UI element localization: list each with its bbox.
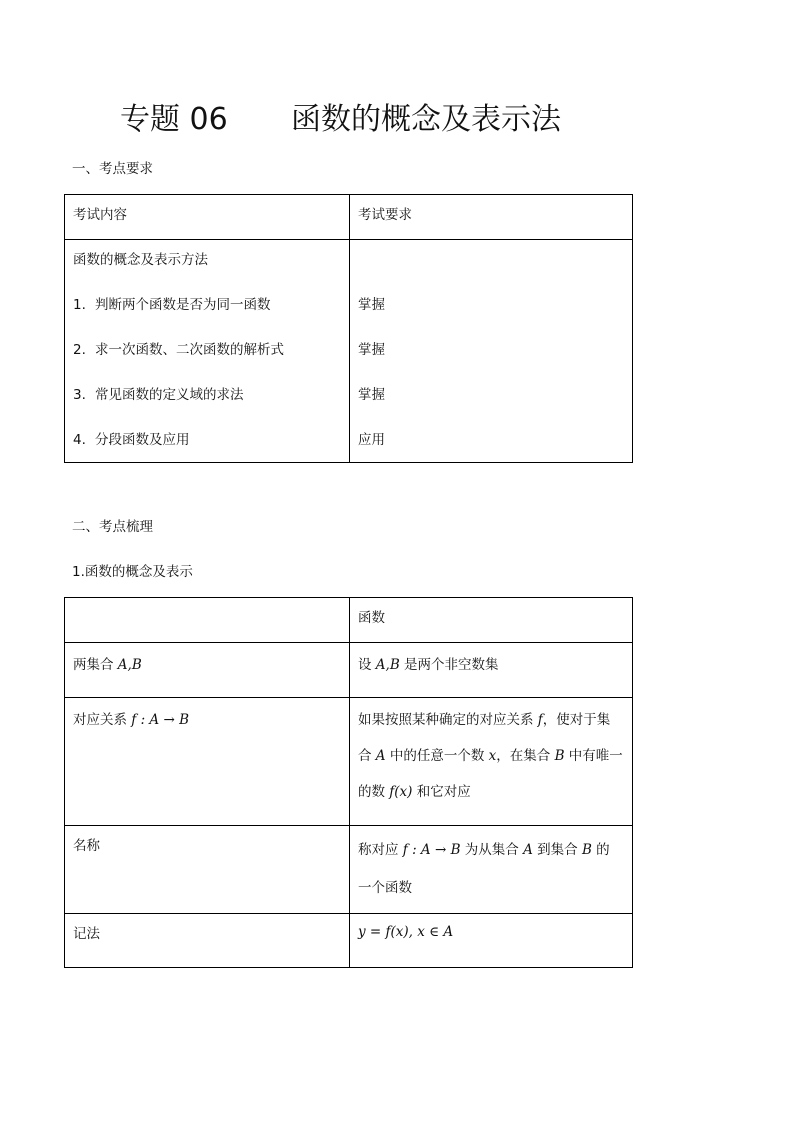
requirement-cell bbox=[350, 240, 633, 463]
notation-formula: y = f(x), x ∈ A bbox=[358, 924, 454, 940]
requirement-value: 掌握 bbox=[358, 387, 385, 403]
row-value: 设 A,B 是两个非空数集 bbox=[350, 643, 633, 698]
content-cell bbox=[65, 240, 350, 463]
table-row bbox=[65, 826, 633, 914]
row-value bbox=[350, 914, 633, 968]
requirements-body-row bbox=[65, 240, 633, 463]
group-title: 函数的概念及表示方法 bbox=[73, 252, 208, 268]
section1-heading: 一、考点要求 bbox=[72, 161, 153, 177]
list-item: 2. 求一次函数、二次函数的解析式 bbox=[73, 342, 284, 358]
row-label: 记法 bbox=[65, 914, 350, 968]
list-item: 1. 判断两个函数是否为同一函数 bbox=[73, 297, 271, 313]
header-content: 考试内容 bbox=[65, 195, 350, 240]
document-title bbox=[0, 94, 794, 138]
row-label: 对应关系 f : A → B bbox=[65, 698, 350, 826]
table-row bbox=[65, 643, 633, 698]
row-label: 两集合 A,B bbox=[65, 643, 350, 698]
list-item: 4. 分段函数及应用 bbox=[73, 432, 190, 448]
requirement-value: 掌握 bbox=[358, 297, 385, 313]
row-value: 如果按照某种确定的对应关系 f，使对于集 合 A 中的任意一个数 x，在集合 B 中有唯一 的数 f(x) 和它对应 bbox=[350, 698, 633, 826]
header-requirement: 考试要求 bbox=[350, 195, 633, 240]
requirements-table bbox=[64, 194, 633, 463]
list-item: 3. 常见函数的定义域的求法 bbox=[73, 387, 244, 403]
section2-heading: 二、考点梳理 bbox=[72, 519, 153, 535]
row-value: 称对应 f : A → B 为从集合 A 到集合 B 的 一个函数 bbox=[350, 826, 633, 914]
empty-header-cell bbox=[65, 598, 350, 643]
row-label: 名称 bbox=[65, 826, 350, 914]
title-name: 函数的概念及表示法 bbox=[291, 102, 561, 137]
header-function: 函数 bbox=[350, 598, 633, 643]
requirements-header-row bbox=[65, 195, 633, 240]
requirement-value: 掌握 bbox=[358, 342, 385, 358]
section2-subheading: 1.函数的概念及表示 bbox=[72, 564, 193, 580]
table-row bbox=[65, 698, 633, 826]
title-topic: 专题 06 bbox=[120, 102, 228, 137]
requirement-value: 应用 bbox=[358, 432, 385, 448]
concept-table bbox=[64, 597, 633, 968]
table-row bbox=[65, 914, 633, 968]
concept-header-row bbox=[65, 598, 633, 643]
